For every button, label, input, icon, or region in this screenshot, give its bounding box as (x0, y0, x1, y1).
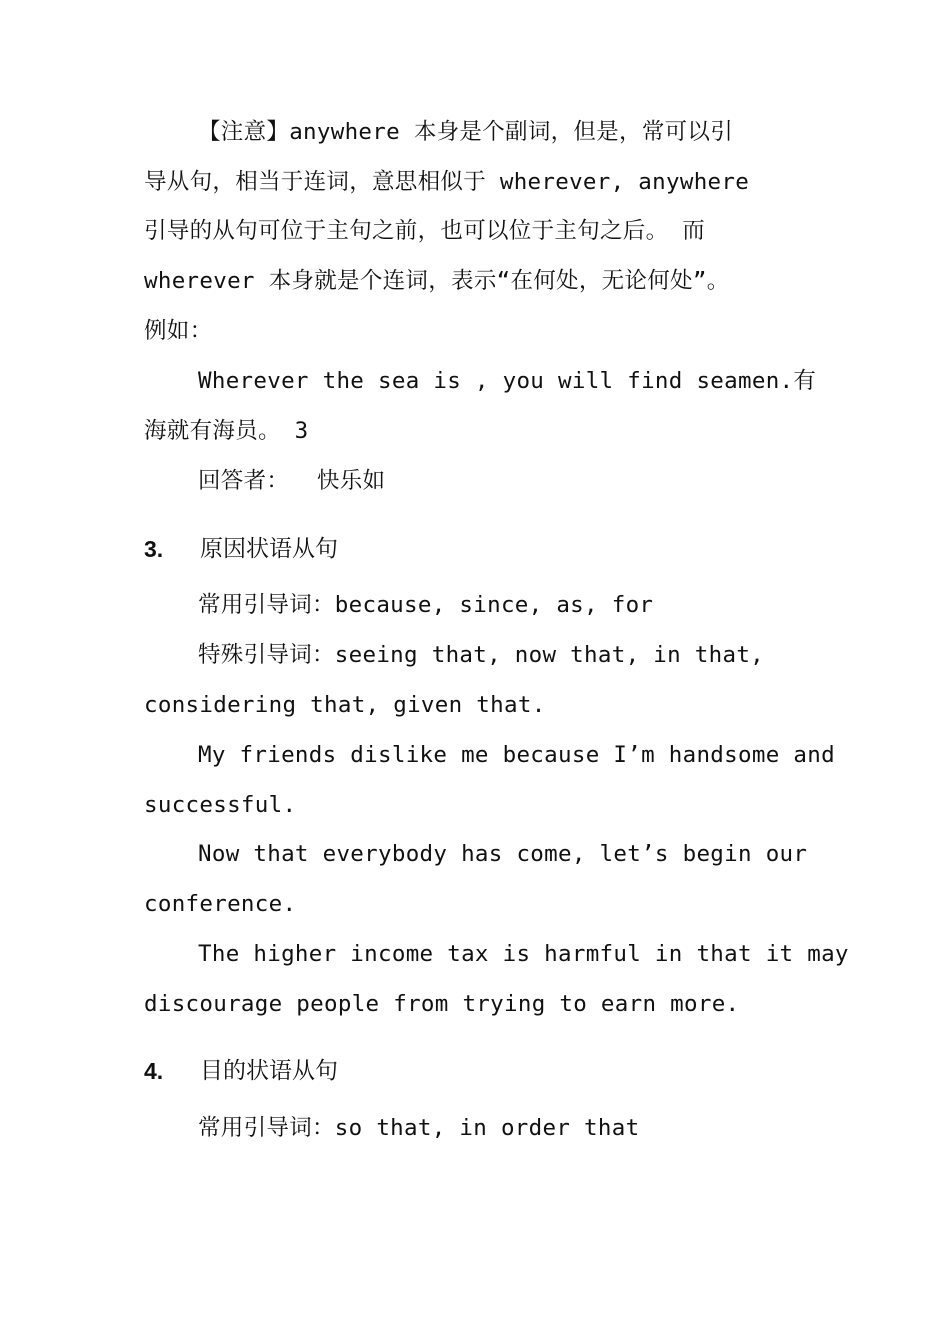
note-line-4: wherever 本身就是个连词，表示“在何处，无论何处”。 (144, 268, 730, 294)
answerer: 回答者： 快乐如 (198, 468, 386, 494)
note-line-3: 引导的从句可位于主句之前，也可以位于主句之后。 而 (144, 218, 706, 244)
note-line-2: 导从句，相当于连词，意思相似于 wherever, anywhere (144, 169, 750, 195)
section-3-common-lead: 常用引导词：because, since, as, for (198, 592, 654, 618)
example-line-1: Wherever the sea is , you will find seamen.有 (198, 368, 817, 394)
section-3-special-lead-1: 特殊引导词：seeing that, now that, in that, (198, 642, 765, 668)
section-3-example-1-line-1: My friends dislike me because I’m handsome and (198, 742, 835, 768)
note-line-5: 例如： (144, 318, 213, 344)
example-line-2: 海就有海员。 3 (144, 418, 309, 444)
section-3-example-2-line-1: Now that everybody has come, let’s begin our (198, 841, 808, 867)
section-3-title: 原因状语从句 (200, 536, 338, 562)
section-4-title: 目的状语从句 (200, 1058, 338, 1084)
section-3-special-lead-2: considering that, given that. (144, 692, 546, 718)
section-3-example-1-line-2: successful. (144, 792, 297, 818)
section-3-number: 3. (144, 536, 164, 562)
section-4-number: 4. (144, 1058, 164, 1084)
section-3-example-3-line-1: The higher income tax is harmful in that it may (198, 941, 849, 967)
section-4-common-lead: 常用引导词：so that, in order that (198, 1115, 640, 1141)
section-3-example-2-line-2: conference. (144, 891, 297, 917)
note-line-1: 【注意】anywhere 本身是个副词，但是，常可以引 (198, 119, 734, 145)
section-3-example-3-line-2: discourage people from trying to earn more. (144, 991, 740, 1017)
